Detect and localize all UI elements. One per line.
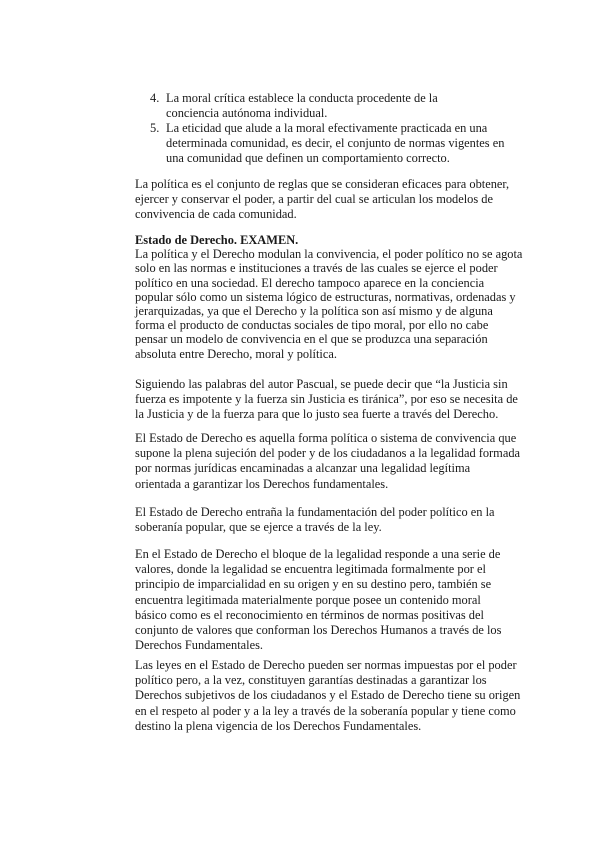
text-line: Siguiendo las palabras del autor Pascual, se puede decir que “la Justicia sin — [135, 377, 508, 391]
text-line: la Justicia y de la fuerza para que lo justo sea fuerte a través del Derecho. — [135, 407, 499, 422]
text-line: En el Estado de Derecho el bloque de la legalidad responde a una serie de — [135, 547, 501, 561]
text-line: principio de imparcialidad en su origen y en su destino pero, también se — [135, 577, 492, 592]
text-line: fuerza es impotente y la fuerza sin Justicia es tiránica”, por eso se necesita de — [135, 392, 518, 407]
paragraph — [135, 505, 495, 535]
paragraph — [135, 177, 509, 223]
text-line: convivencia de cada comunidad. — [135, 207, 297, 222]
text-line: conciencia autónoma individual. — [166, 106, 328, 121]
text-line: La política y el Derecho modulan la convivencia, el poder político no se agota — [135, 247, 523, 262]
text-line: una comunidad que definen un comportamiento correcto. — [166, 151, 450, 166]
text-line: encuentra legitimada materialmente porque posee un contenido moral — [135, 592, 481, 607]
text-line: determinada comunidad, es decir, el conjunto de normas vigentes en — [166, 136, 505, 151]
text-line: destino la plena vigencia de los Derechos Fundamentales. — [135, 718, 422, 733]
list-number: 5. — [150, 121, 160, 135]
list-item — [150, 91, 438, 121]
list-number: 4. — [150, 91, 160, 105]
text-line: La política es el conjunto de reglas que se consideran eficaces para obtener, — [135, 177, 510, 191]
text-line: conjunto de valores que conforman los Derechos Humanos a través de los — [135, 623, 502, 638]
section-estado-de-derecho — [135, 233, 522, 361]
paragraph — [135, 377, 518, 423]
text-line: básico como es el reconocimiento en términos de normas positivas del — [135, 607, 484, 622]
list-item — [150, 121, 504, 167]
paragraph — [135, 547, 501, 653]
text-line: La eticidad que alude a la moral efectivamente practicada en una — [166, 121, 488, 135]
text-line: forma el producto de conductas sociales de tipo moral, por ello no cabe — [135, 318, 489, 333]
text-line: popular sólo como un sistema lógico de estructuras, normativas, ordenadas y — [135, 289, 516, 304]
text-line: ejercer y conservar el poder, a partir del cual se articulan los modelos de — [135, 192, 493, 207]
text-line: La moral crítica establece la conducta procedente de la — [166, 91, 438, 105]
text-line: jerarquizadas, ya que el Derecho y la política son así mismo y de alguna — [135, 304, 493, 319]
text-line: Las leyes en el Estado de Derecho pueden ser normas impuestas por el poder — [135, 658, 517, 672]
text-line: absoluta entre Derecho, moral y política. — [135, 346, 337, 361]
text-line: Derechos Fundamentales. — [135, 638, 263, 653]
section-heading: Estado de Derecho. EXAMEN. — [135, 233, 299, 247]
paragraph — [135, 431, 520, 492]
text-line: orientada a garantizar los Derechos fundamentales. — [135, 476, 389, 491]
text-line: por normas jurídicas encaminadas a alcanzar una legalidad legítima — [135, 461, 471, 476]
text-line: El Estado de Derecho entraña la fundamentación del poder político en la — [135, 505, 495, 519]
text-line: valores, donde la legalidad se encuentra legitimada formalmente por el — [135, 562, 486, 577]
text-line: El Estado de Derecho es aquella forma política o sistema de convivencia que — [135, 431, 517, 445]
text-line: político en una sociedad. El derecho tampoco aparece en la conciencia — [135, 275, 485, 290]
text-line: supone la plena sujeción del poder y de los ciudadanos a la legalidad formada — [135, 446, 521, 461]
text-line: pensar un modelo de convivencia en el que se produzca una separación — [135, 332, 488, 347]
paragraph — [135, 658, 520, 734]
text-line: solo en las normas e instituciones a través de las cuales se ejerce el poder — [135, 261, 498, 276]
text-line: en el respeto al poder y a la ley a través de la soberanía popular y tiene como — [135, 703, 516, 718]
text-line: político pero, a la vez, constituyen garantías destinadas a garantizar los — [135, 673, 487, 688]
text-line: soberanía popular, que se ejerce a través de la ley. — [135, 520, 382, 535]
text-line: Derechos subjetivos de los ciudadanos y el Estado de Derecho tiene su origen — [135, 688, 521, 703]
